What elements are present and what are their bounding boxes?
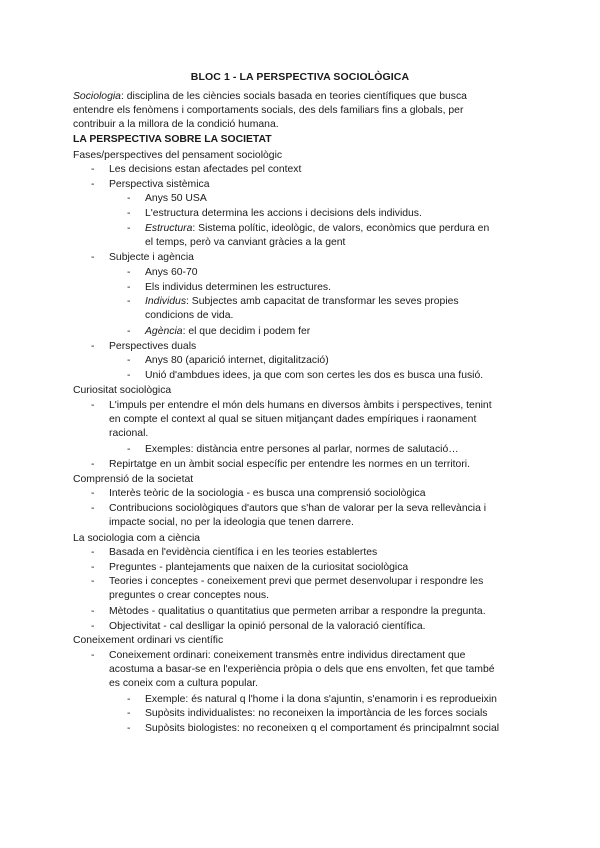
bullet-dash: - xyxy=(91,503,95,514)
sub-list-item: Anys 60-70 xyxy=(145,267,198,278)
sub-list-item xyxy=(145,222,489,236)
list-item: Repirtatge en un àmbit social específic per entendre les normes en un territori. xyxy=(109,459,470,470)
list-item: Subjecte i agència xyxy=(109,252,194,263)
bullet-dash: - xyxy=(91,252,95,263)
sub-bullet-dash: - xyxy=(127,444,131,455)
list-item-cont: impacte social, no per la ideologia que tenen darrere. xyxy=(109,517,354,528)
bullet-dash: - xyxy=(91,164,95,175)
intro-line-3: contribuir a la millora de la condició humana. xyxy=(73,119,279,130)
intro-line-2: entendre els fenòmens i comportaments socials, des dels familiars fins a globals, per xyxy=(73,105,464,116)
list-item: L'impuls per entendre el món dels humans en diversos àmbits i perspectives, tenint xyxy=(109,400,492,411)
sub-bullet-dash: - xyxy=(127,267,131,278)
sub-list-text: : el que decidim i podem fer xyxy=(182,326,311,337)
list-item-cont: en compte el context al qual se situen mitjançant dades empíriques i raonament xyxy=(109,414,477,425)
heading-curiositat: Curiositat sociològica xyxy=(73,385,172,396)
sub-list-item: Supòsits individualistes: no reconeixen la importància de les forces socials xyxy=(145,708,488,719)
heading-coneixement: Coneixement ordinari vs científic xyxy=(73,635,224,646)
list-item-cont: racional. xyxy=(109,428,149,439)
list-item: Teories i conceptes - coneixement previ que permet desenvolupar i respondre les xyxy=(109,576,484,587)
bullet-dash: - xyxy=(91,459,95,470)
bullet-dash: - xyxy=(91,576,95,587)
sub-list-text: : Sistema polític, ideològic, de valors, econòmics que perdura en xyxy=(192,223,490,234)
sub-list-item: Unió d'ambdues idees, ja que com son certes les dos es busca una fusió. xyxy=(145,370,484,381)
list-item: Preguntes - plantejaments que naixen de la curiositat sociològica xyxy=(109,562,409,573)
list-item: Objectivitat - cal deslligar la opinió personal de la valoració científica. xyxy=(109,621,426,632)
sub-bullet-dash: - xyxy=(127,708,131,719)
term-sociologia: Sociologia xyxy=(73,91,121,102)
bullet-dash: - xyxy=(91,488,95,499)
sub-list-item: Els individus determinen les estructures. xyxy=(145,282,331,293)
bullet-dash: - xyxy=(91,400,95,411)
sub-bullet-dash: - xyxy=(127,223,131,234)
sub-list-item: Anys 50 USA xyxy=(145,193,207,204)
sub-bullet-dash: - xyxy=(127,208,131,219)
sub-list-item: Anys 80 (aparició internet, digitalització) xyxy=(145,355,329,366)
term-individus: Individus xyxy=(145,296,187,307)
bullet-dash: - xyxy=(91,562,95,573)
heading-ciencia: La sociologia com a ciència xyxy=(73,533,201,544)
section-heading: LA PERSPECTIVA SOBRE LA SOCIETAT xyxy=(73,134,272,145)
list-item-cont: es coneix com a cultura popular. xyxy=(109,678,259,689)
bullet-dash: - xyxy=(91,606,95,617)
bullet-dash: - xyxy=(91,547,95,558)
sub-bullet-dash: - xyxy=(127,370,131,381)
sub-list-text: : Subjectes amb capacitat de transformar les seves propies xyxy=(186,296,459,307)
heading-comprensio: Comprensió de la societat xyxy=(73,474,194,485)
sub-list-item-cont: condicions de vida. xyxy=(145,310,234,321)
list-item: Mètodes - qualitatius o quantitatius que permeten arribar a respondre la pregunta. xyxy=(109,606,486,617)
list-item: Perspectives duals xyxy=(109,341,197,352)
sub-bullet-dash: - xyxy=(127,355,131,366)
document-title: BLOC 1 - LA PERSPECTIVA SOCIOLÒGICA xyxy=(190,71,410,83)
list-item: Les decisions estan afectades pel context xyxy=(109,164,302,175)
sub-bullet-dash: - xyxy=(127,326,131,337)
bullet-dash: - xyxy=(91,341,95,352)
list-item-cont: preguntes o crear conceptes nous. xyxy=(109,590,269,601)
list-item: Basada en l'evidència científica i en les teories establertes xyxy=(109,547,378,558)
list-item: Perspectiva sistèmica xyxy=(109,179,210,190)
sub-list-item: Exemples: distància entre persones al parlar, normes de salutació… xyxy=(145,444,459,455)
list-item-cont: acostuma a basar-se en l'experiència pròpia o dels que ens envolten, fet que també xyxy=(109,664,495,675)
heading-fases: Fases/perspectives del pensament sociològic xyxy=(73,150,283,161)
term-estructura: Estructura xyxy=(145,223,193,234)
intro-line-1 xyxy=(73,90,467,104)
list-item: Interès teòric de la sociologia - es busca una comprensió sociològica xyxy=(109,488,426,499)
bullet-dash: - xyxy=(91,621,95,632)
sub-list-item-cont: el temps, però va canviant gràcies a la gent xyxy=(145,237,346,248)
list-item: Coneixement ordinari: coneixement transmès entre individus directament que xyxy=(109,650,466,661)
term-agencia: Agència xyxy=(145,326,183,337)
list-item: Contribucions sociològiques d'autors que s'han de valorar per la seva rellevància i xyxy=(109,503,487,514)
bullet-dash: - xyxy=(91,650,95,661)
intro-text-1: : disciplina de les ciències socials basada en teories científiques que busca xyxy=(120,91,467,102)
sub-bullet-dash: - xyxy=(127,723,131,734)
sub-bullet-dash: - xyxy=(127,296,131,307)
sub-list-item: Exemple: és natural q l'home i la dona s'ajuntin, s'enamorin i es reprodueixin xyxy=(145,694,497,705)
sub-list-item: L'estructura determina les accions i decisions dels individus. xyxy=(145,208,422,219)
sub-list-item xyxy=(145,325,310,339)
sub-list-item xyxy=(145,295,459,309)
sub-bullet-dash: - xyxy=(127,694,131,705)
sub-list-item: Supòsits biologistes: no reconeixen q el comportament és principalmnt social xyxy=(145,723,500,734)
sub-bullet-dash: - xyxy=(127,193,131,204)
sub-bullet-dash: - xyxy=(127,282,131,293)
bullet-dash: - xyxy=(91,179,95,190)
